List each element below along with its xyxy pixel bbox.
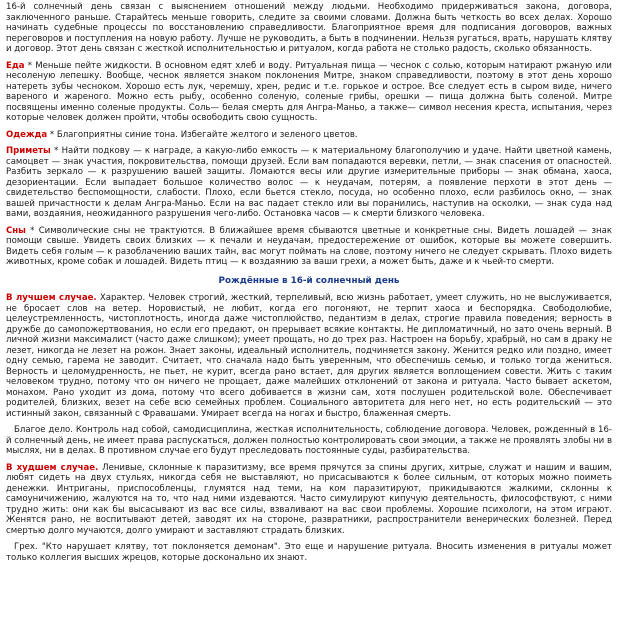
omens-paragraph <box>6 146 612 220</box>
clothes-text: * Благоприятны синие тона. Избегайте желтого и зеленого цветов. <box>47 129 358 140</box>
best-label: В лучшем случае. <box>6 293 97 303</box>
born-heading: Рождённые в 16-й солнечный день <box>218 275 400 286</box>
dreams-label: Сны <box>6 225 26 236</box>
good-deed-paragraph <box>6 425 612 457</box>
worst-label: В худшем случае. <box>6 462 99 473</box>
dreams-paragraph <box>6 226 612 268</box>
clothes-paragraph <box>6 130 612 141</box>
omens-label: Приметы <box>6 146 51 156</box>
worst-text: Ленивые, склонные к паразитизму, все время прячутся за спины других, хитрые, служат и нашим и вашим, любят сидеть на двух стульях, никогда себя не выставляют, но присасываются к более сильным, от которых можно поиметь денежки. Интриганы, приспособленцы, глумятся над теми, на ком паразитируют, прикидываются жалкими, склонны к самоуничижению, жалуются на то, что над ними издеваются. Часто симулируют кипучую деятельность, философствуют, с ними трудно жить: они как бы высасывают из вас все силы, взваливают на вас свои проблемы. Хорошие психологи, на этом играют. Женятся рано, не воспитывают детей, заводят их на стороне, развратники, распространители венерических болезней. Перед смертью долго мучаются, долго умирают и заставляют страдать близких. <box>6 462 612 536</box>
sin-paragraph <box>6 542 612 563</box>
dreams-text: * Символические сны не трактуются. В ближайшее время сбываются цветные и конкретные сны. Видеть лошадей — знак помощи свыше. Увидеть своих близких — к печали и неудачам, предостережение от ошибок, которые вы можете совершить. Видеть себя голым — к разоблачению ваших тайн, вас могут поймать на слове, поэтому ничего не следует скрывать. Плохо видеть животных, кроме собак и лошадей. Видеть птиц — к воздаянию за ваши грехи, а может быть, даже и к чьей-то смерти. <box>6 225 612 267</box>
food-label: Еда <box>6 60 25 71</box>
omens-text: * Найти подкову — к награде, а какую-либо емкость — к материальному благополучию и удаче. Найти цветной камень, самоцвет — знак участия, покровительства, помощи друзей. Если вам попадаются веревки, петли, — знак спасения от опасностей. Разбить зеркало — к разрушению вашей защиты. Ломаются весы или другие измерительные приборы — знак обмана, хаоса, дезориентации. Если выпадает большое количество волос — к неудачам, потерям, а появление перхоти в этот день — свидетельство беспомощности, слабости. Плохо, если бьется стекло, посуда, но особенно плохо, если разбилось окно, — знак вашей причастности к делам Ангра-Маньо. Если на вас падает стекло или вы поранились, наступив на осколки, — знак суда над вами, воздаяния, неожиданного разрушения чего-либо. Остановка часов — к смерти близкого человека. <box>6 146 612 219</box>
best-text: Характер. Человек строгий, жесткий, терпеливый, всю жизнь работает, умеет служить, но не выслуживается, не бросает слов на ветер. Норовистый, не любит, когда его погоняют, не терпит хаоса и беспорядка. Свободолюбие, целеустремленность, чистоплотность, иногда даже чистоплюйство, педантизм в делах, строгие правила поведения; верность в дружбе до самопожертвования, но если его предают, он прерывает всякие контакты. Не дипломатичный, но зато очень верный. В личной жизни максималист (часто даже слишком); умеет прощать, но до трех раз. Настроен на борьбу, храбрый, но сам в драку не лезет, никогда не лезет на рожон. Знает законы, идеальный исполнитель, подчиняется закону. Женится редко или поздно, имеет одну семью, гарема не заводит. Считает, что сначала надо быть уверенным, что обеспечишь семью, и только тогда жениться. Верность и целомудренность, не пьет, не курит, всегда рано встает, для других является воплощением совести. Жить с таким человеком трудно, потому что он ничего не прощает, даже малейших отклонений от закона и ритуала. Часто бывает аскетом, монахом. Рано уходит из дома, потому что всего добивается в жизни сам, хотя послушен родительской воле. Обеспечивает родителей, близких, везет на себе всю семейных проблем. Социального авторитета для него нет, но есть родительский — это истинный закон, связанный с Фравашами. Умирает всегда на ногах и быстро, блаженная смерть. <box>6 293 612 419</box>
good-deed-text: Благое дело. Контроль над собой, самодисциплина, жесткая исполнительность, соблюдение договора. Человек, рожденный в 16-й солнечный день, не имеет права распускаться, должен полностью контролировать свои эмоции, а также не проявлять злобы ни в мыслях, ни в делах. В противном случае его будут преследовать постоянные суды, разбирательства. <box>6 425 612 456</box>
intro-paragraph <box>6 2 612 55</box>
best-paragraph <box>6 293 612 419</box>
sin-text: Грех. "Кто нарушает клятву, тот поклоняется демонам". Это еще и нарушение ритуала. Вносить изменения в ритуалы может только коллегия высших жрецов, которые досконально их знают. <box>6 542 612 563</box>
food-paragraph <box>6 61 612 124</box>
worst-paragraph <box>6 463 612 537</box>
food-text: * Меньше пейте жидкости. В основном едят хлеб и воду. Ритуальная пища — чеснок с солью, которым натирают ржаную или несоленую лепешку. Вообще, чеснок является знаком поклонения Митре, знаком справедливости, поэтому в этот день хорошо натереть зубы чесноком. Хорошо есть лук, черемшу, хрен, редис и т.е. горькое и острое. Все следует есть в сыром виде, ничего вареного и жареного. Можно есть рыбу, особенно соленую, соленые грибы, орешки — пища должна быть соленой. Митре посвящены именно соленые продукты. Соль— белая смерть для Ангра-Маньо, а также— символ несения креста, испытания, через которые человек должен пройти, чтобы освободить свою сущность. <box>6 60 612 123</box>
clothes-label: Одежда <box>6 129 48 140</box>
intro-text: 16-й солнечный день связан с выяснением отношений между людьми. Необходимо придерживаться закона, договора, заключенного раньше. Старайтесь меньше говорить, следите за своими словами. Должна быть четкость во всех делах. Хорошо начинать судебные процессы по восстановлению справедливости. Благоприятное время для подписания договоров, важных переговоров и поступления на новую работу. Лучше не руководить, а быть в подчинении. Нельзя ругаться, врать, нарушать клятву и договор. Этот день связан с жесткой исполнительностью и ритуалом, когда работа не столько радость, сколько обязанность. <box>6 2 612 54</box>
